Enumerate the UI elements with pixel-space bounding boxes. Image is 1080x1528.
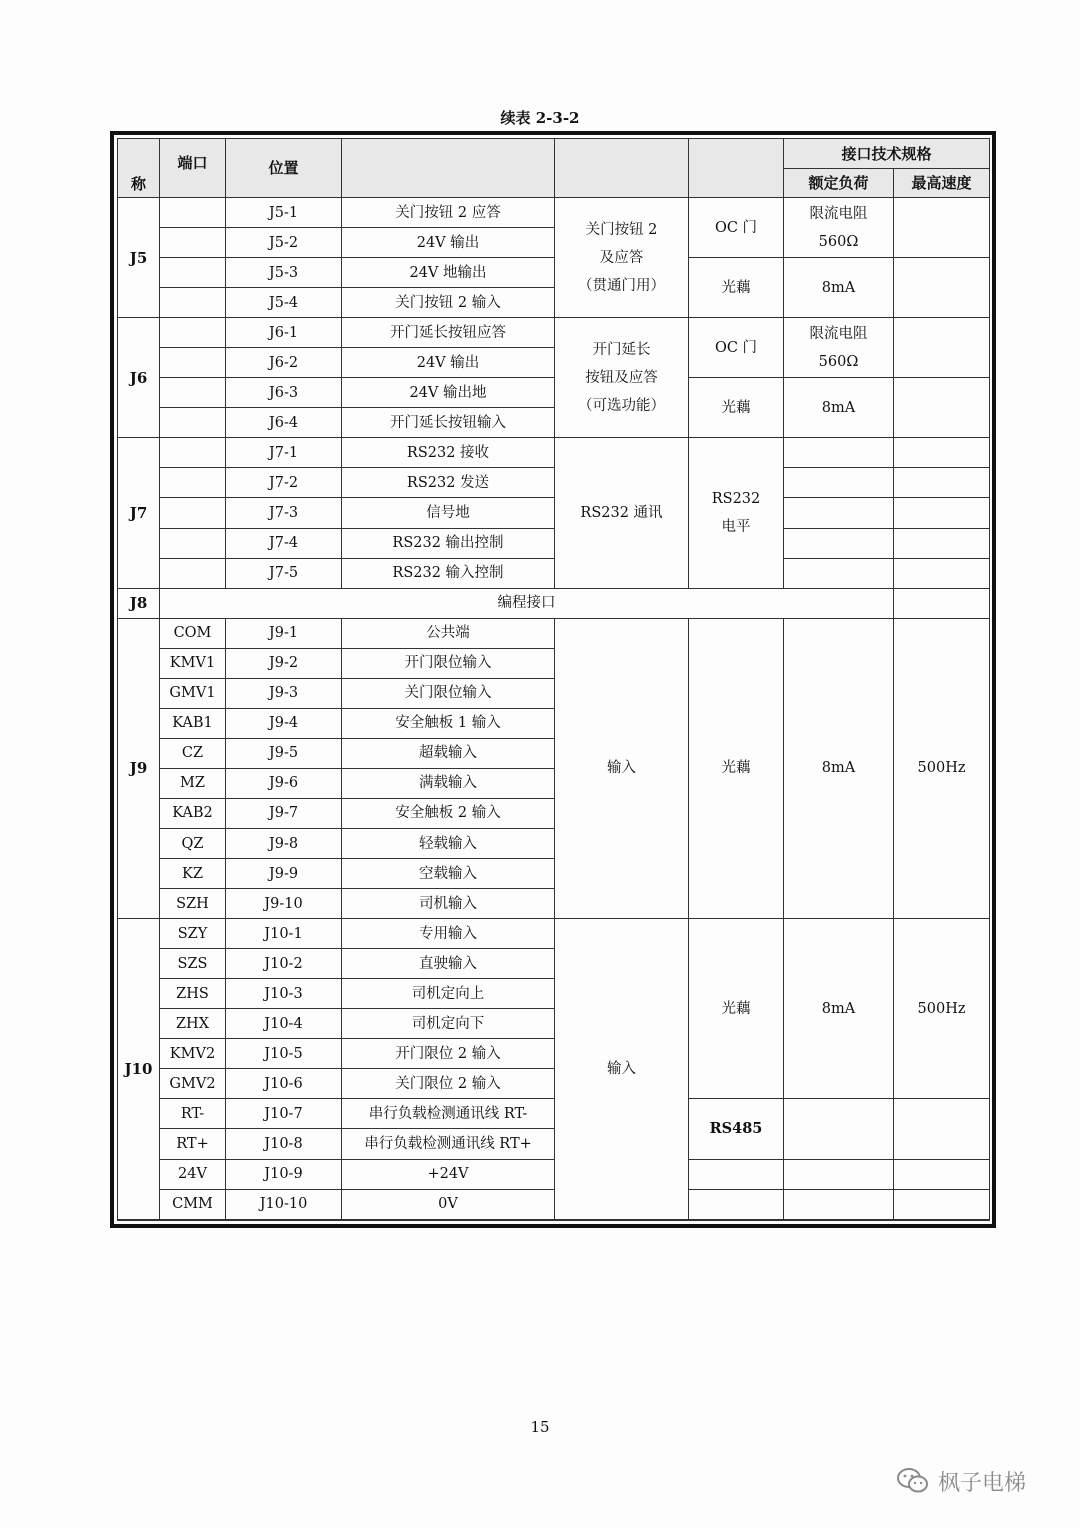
desc-cell: 开门延长按钮输入 (342, 408, 555, 438)
load-cell (784, 468, 894, 498)
desc-cell: 轻载输入 (342, 828, 555, 858)
load-line: 560Ω (818, 233, 859, 250)
type-cell-rs485: RS485 (689, 1099, 784, 1159)
func-cell-j6 (555, 318, 689, 438)
header-name: 称 (118, 139, 160, 198)
type-line: 电平 (721, 518, 751, 535)
group-label-j6: J6 (118, 318, 160, 438)
pos-cell: J5-2 (226, 228, 342, 258)
pos-cell: J9-3 (226, 678, 342, 708)
header-max-speed: 最高速度 (894, 169, 990, 198)
func-cell-j10: 输入 (555, 919, 689, 1219)
port-cell: GMV1 (160, 678, 226, 708)
load-cell (784, 558, 894, 588)
load-cell (784, 1189, 894, 1219)
interface-spec-table (117, 138, 990, 1221)
speed-cell (894, 258, 990, 318)
group-label-j9: J9 (118, 618, 160, 918)
port-cell (160, 558, 226, 588)
pos-cell: J10-6 (226, 1069, 342, 1099)
speed-cell (894, 1099, 990, 1159)
speed-cell (894, 1159, 990, 1189)
header-function (555, 139, 689, 198)
desc-cell: 关门按钮 2 应答 (342, 198, 555, 228)
pos-cell: J9-4 (226, 708, 342, 738)
desc-cell: 信号地 (342, 498, 555, 528)
desc-cell: 24V 输出地 (342, 378, 555, 408)
speed-cell (894, 318, 990, 378)
port-cell: KMV2 (160, 1039, 226, 1069)
speed-cell (894, 528, 990, 558)
group-label-j7: J7 (118, 438, 160, 588)
watermark (896, 1461, 1026, 1501)
func-line: 及应答 (599, 249, 644, 266)
pos-cell: J6-3 (226, 378, 342, 408)
desc-cell: 直驶输入 (342, 949, 555, 979)
pos-cell: J10-9 (226, 1159, 342, 1189)
port-cell: ZHX (160, 1009, 226, 1039)
port-cell (160, 228, 226, 258)
load-line: 560Ω (818, 353, 859, 370)
desc-cell-j8: 编程接口 (160, 588, 894, 618)
pos-cell: J10-10 (226, 1189, 342, 1219)
pos-cell: J9-5 (226, 738, 342, 768)
port-cell (160, 468, 226, 498)
type-cell: OC 门 (689, 318, 784, 378)
port-cell (160, 348, 226, 378)
pos-cell: J9-6 (226, 768, 342, 798)
port-cell (160, 408, 226, 438)
table-caption: 续表 2-3-2 (500, 109, 580, 127)
group-label-j10: J10 (118, 919, 160, 1219)
desc-cell: RS232 输出控制 (342, 528, 555, 558)
desc-cell: 超载输入 (342, 738, 555, 768)
pos-cell: J10-5 (226, 1039, 342, 1069)
func-line: 按钮及应答 (585, 369, 658, 386)
pos-cell: J6-1 (226, 318, 342, 348)
wechat-icon (896, 1466, 930, 1496)
load-cell (784, 1099, 894, 1159)
pos-cell: J10-7 (226, 1099, 342, 1129)
desc-cell: 串行负载检测通讯线 RT- (342, 1099, 555, 1129)
pos-cell: J10-1 (226, 919, 342, 949)
table-frame (110, 131, 996, 1228)
desc-cell: 开门延长按钮应答 (342, 318, 555, 348)
desc-cell: 安全触板 2 输入 (342, 798, 555, 828)
header-spec-group: 接口技术规格 (784, 139, 990, 169)
port-cell: SZH (160, 889, 226, 919)
type-cell (689, 1189, 784, 1219)
speed-cell (894, 378, 990, 438)
desc-cell: 满载输入 (342, 768, 555, 798)
desc-cell: 安全触板 1 输入 (342, 708, 555, 738)
desc-cell: 24V 地输出 (342, 258, 555, 288)
type-line: RS232 (711, 490, 761, 507)
port-cell (160, 498, 226, 528)
port-cell: GMV2 (160, 1069, 226, 1099)
func-line: 开门延长 (592, 341, 651, 358)
port-cell: COM (160, 618, 226, 648)
port-cell: RT+ (160, 1129, 226, 1159)
desc-cell: 0V (342, 1189, 555, 1219)
pos-cell: J9-1 (226, 618, 342, 648)
load-cell (784, 198, 894, 258)
header-rated-load: 额定负荷 (784, 169, 894, 198)
desc-cell: 司机定向上 (342, 979, 555, 1009)
speed-cell-j9: 500Hz (894, 618, 990, 918)
load-cell (784, 528, 894, 558)
type-cell: 光藕 (689, 258, 784, 318)
type-cell (689, 1159, 784, 1189)
pos-cell: J7-5 (226, 558, 342, 588)
group-label-j5: J5 (118, 198, 160, 318)
type-cell: 光藕 (689, 378, 784, 438)
func-line: （贯通门用） (578, 277, 665, 294)
speed-cell (894, 588, 990, 618)
port-cell: KZ (160, 859, 226, 889)
group-label-j8: J8 (118, 588, 160, 618)
speed-cell (894, 438, 990, 468)
speed-cell (894, 1189, 990, 1219)
port-cell (160, 318, 226, 348)
port-cell: KAB1 (160, 708, 226, 738)
port-cell: RT- (160, 1099, 226, 1129)
load-cell (784, 1159, 894, 1189)
pos-cell: J5-4 (226, 288, 342, 318)
header-type-lower (689, 169, 784, 198)
load-line: 限流电阻 (809, 325, 868, 342)
port-cell: CZ (160, 738, 226, 768)
func-cell-j9: 输入 (555, 618, 689, 918)
port-cell: 24V (160, 1159, 226, 1189)
desc-cell: 24V 输出 (342, 228, 555, 258)
header-description (342, 139, 555, 198)
desc-cell: 关门按钮 2 输入 (342, 288, 555, 318)
load-line: 限流电阻 (809, 205, 868, 222)
pos-cell: J10-2 (226, 949, 342, 979)
desc-cell: 开门限位 2 输入 (342, 1039, 555, 1069)
port-cell: QZ (160, 828, 226, 858)
port-cell: MZ (160, 768, 226, 798)
port-cell (160, 438, 226, 468)
type-cell: OC 门 (689, 198, 784, 258)
pos-cell: J9-2 (226, 648, 342, 678)
port-cell: CMM (160, 1189, 226, 1219)
type-cell-j9: 光藕 (689, 618, 784, 918)
header-type (689, 139, 784, 169)
port-cell (160, 288, 226, 318)
page-number: 15 (530, 1418, 550, 1436)
header-position: 位置 (226, 139, 342, 198)
pos-cell: J5-3 (226, 258, 342, 288)
desc-cell: 空载输入 (342, 859, 555, 889)
pos-cell: J9-10 (226, 889, 342, 919)
pos-cell: J6-4 (226, 408, 342, 438)
desc-cell: RS232 接收 (342, 438, 555, 468)
pos-cell: J7-1 (226, 438, 342, 468)
desc-cell: +24V (342, 1159, 555, 1189)
desc-cell: 串行负载检测通讯线 RT+ (342, 1129, 555, 1159)
load-cell-j9: 8mA (784, 618, 894, 918)
load-cell (784, 318, 894, 378)
desc-cell: 专用输入 (342, 919, 555, 949)
pos-cell: J5-1 (226, 198, 342, 228)
pos-cell: J7-2 (226, 468, 342, 498)
desc-cell: RS232 输入控制 (342, 558, 555, 588)
pos-cell: J7-4 (226, 528, 342, 558)
desc-cell: 关门限位 2 输入 (342, 1069, 555, 1099)
type-cell-j7 (689, 438, 784, 588)
func-cell-j5 (555, 198, 689, 318)
pos-cell: J9-7 (226, 798, 342, 828)
pos-cell: J7-3 (226, 498, 342, 528)
port-cell (160, 258, 226, 288)
load-cell: 8mA (784, 258, 894, 318)
speed-cell-j10: 500Hz (894, 919, 990, 1099)
port-cell (160, 528, 226, 558)
desc-cell: 司机输入 (342, 889, 555, 919)
port-cell: ZHS (160, 979, 226, 1009)
empty-row (118, 1219, 990, 1220)
pos-cell: J10-3 (226, 979, 342, 1009)
load-cell: 8mA (784, 378, 894, 438)
desc-cell: 关门限位输入 (342, 678, 555, 708)
func-line: （可选功能） (578, 397, 665, 414)
header-port: 端口 (160, 139, 226, 198)
pos-cell: J10-8 (226, 1129, 342, 1159)
pos-cell: J9-9 (226, 859, 342, 889)
speed-cell (894, 498, 990, 528)
port-cell: KAB2 (160, 798, 226, 828)
port-cell: SZY (160, 919, 226, 949)
load-cell (784, 438, 894, 468)
load-cell (784, 498, 894, 528)
speed-cell (894, 558, 990, 588)
desc-cell: 开门限位输入 (342, 648, 555, 678)
desc-cell: 公共端 (342, 618, 555, 648)
speed-cell (894, 198, 990, 258)
port-cell: SZS (160, 949, 226, 979)
speed-cell (894, 468, 990, 498)
func-cell-j7: RS232 通讯 (555, 438, 689, 588)
type-cell-j10: 光藕 (689, 919, 784, 1099)
port-cell: KMV1 (160, 648, 226, 678)
port-cell (160, 198, 226, 228)
port-cell (160, 378, 226, 408)
watermark-text: 枫子电梯 (938, 1470, 1027, 1496)
func-line: 关门按钮 2 (585, 221, 658, 238)
desc-cell: RS232 发送 (342, 468, 555, 498)
pos-cell: J6-2 (226, 348, 342, 378)
pos-cell: J10-4 (226, 1009, 342, 1039)
desc-cell: 24V 输出 (342, 348, 555, 378)
pos-cell: J9-8 (226, 828, 342, 858)
load-cell-j10: 8mA (784, 919, 894, 1099)
desc-cell: 司机定向下 (342, 1009, 555, 1039)
